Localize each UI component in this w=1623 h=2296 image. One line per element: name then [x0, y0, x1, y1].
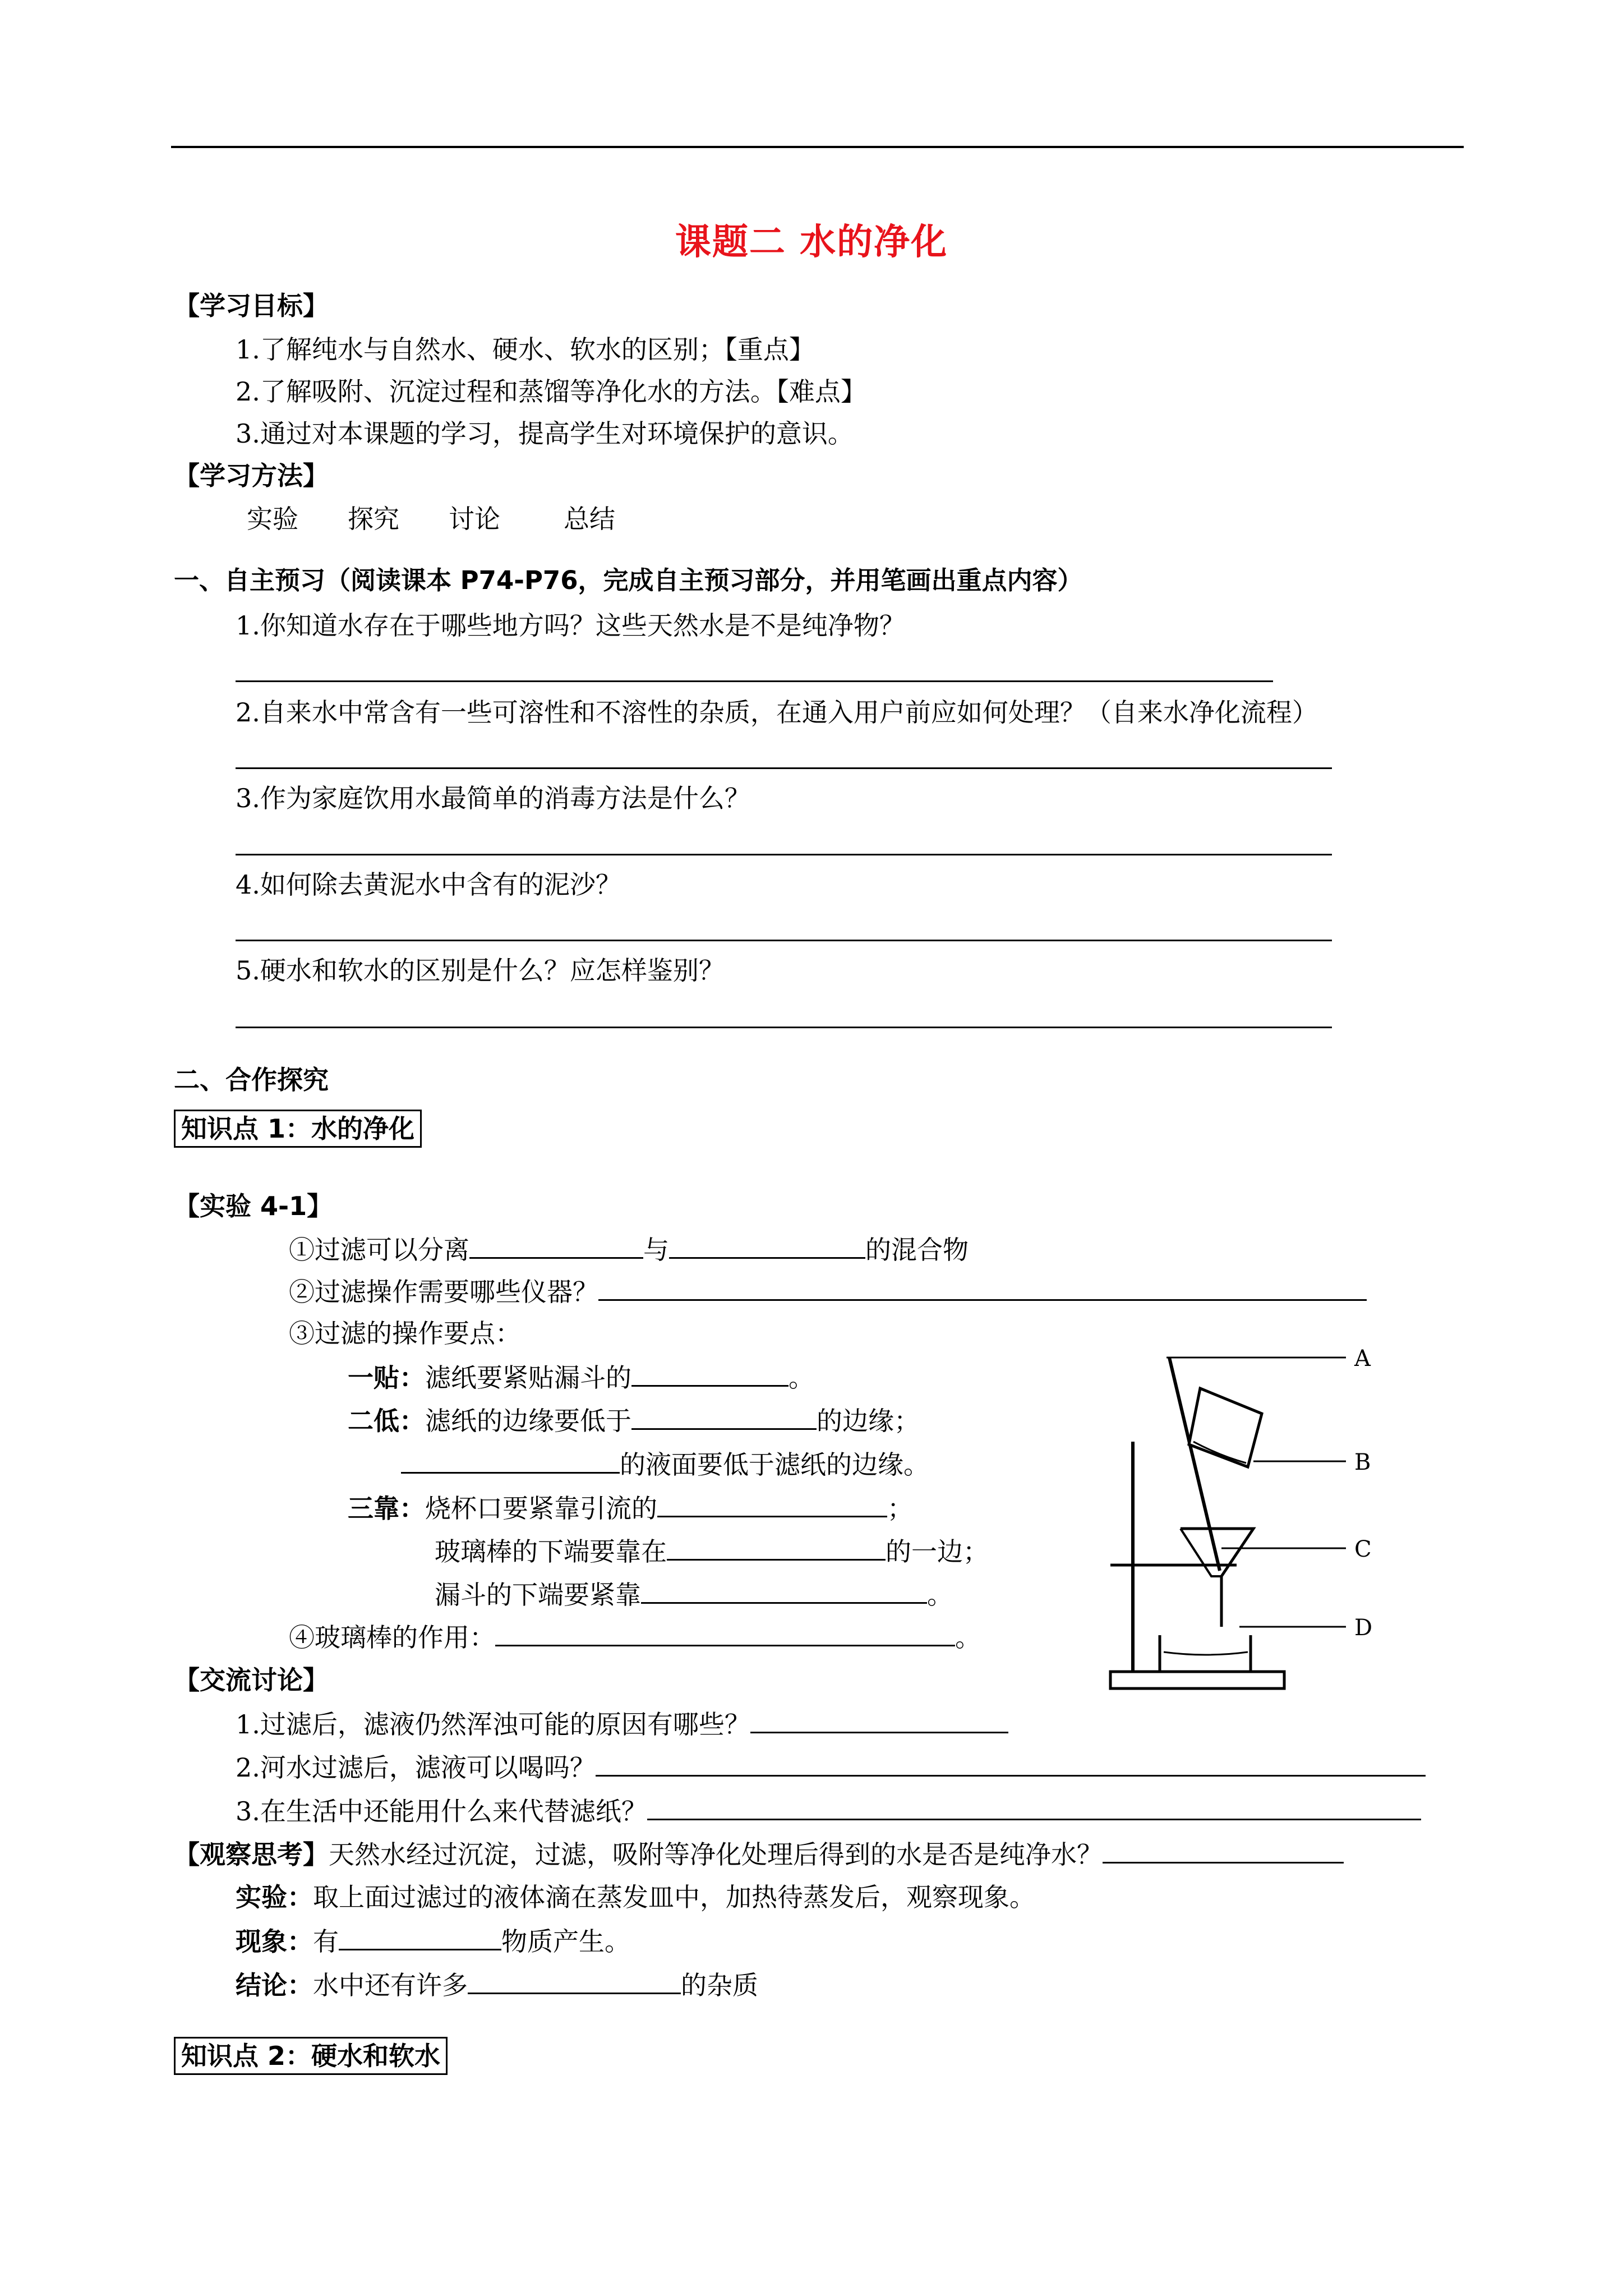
figure-label: C: [1354, 1536, 1372, 1562]
sankao2-tail: 的一边；: [886, 1536, 989, 1567]
figure-label: A: [1354, 1346, 1371, 1372]
filter-q4-tail: 。: [955, 1622, 981, 1653]
discuss-row-3: [236, 1794, 1421, 1828]
phenomenon-text: 有: [313, 1926, 339, 1957]
sankao2-text: 玻璃棒的下端要靠在: [435, 1536, 667, 1567]
sankao1-tail: ；: [887, 1493, 913, 1524]
filtration-apparatus-figure: [1099, 1335, 1413, 1728]
erdi-row: [348, 1404, 920, 1438]
objective-item: 1.了解纯水与自然水、硬水、软水的区别；【重点】: [236, 334, 815, 365]
erdi-label: 二低：: [348, 1406, 425, 1436]
preview-question: 2.自来水中常含有一些可溶性和不溶性的杂质，在通入用户前应如何处理？（自来水净化流程）: [236, 697, 1318, 728]
discuss-heading: 【交流讨论】: [174, 1665, 329, 1695]
blank-field[interactable]: [1103, 1837, 1344, 1864]
method-item: 总结: [564, 504, 615, 534]
page-title: 课题二 水的净化: [675, 222, 948, 263]
conclusion-text: 水中还有许多: [313, 1970, 468, 2000]
sankao-row-2: [435, 1534, 989, 1568]
section2-heading: 二、合作探究: [174, 1065, 329, 1095]
sankao-row-3: [435, 1577, 953, 1612]
discuss-question: 3.在生活中还能用什么来代替滤纸？: [236, 1796, 647, 1826]
sankao3-tail: 。: [927, 1580, 953, 1610]
blank-field[interactable]: [667, 1534, 886, 1561]
answer-line[interactable]: [236, 767, 1332, 769]
blank-field[interactable]: [750, 1707, 1008, 1733]
filter-q4: [289, 1620, 981, 1654]
sankao1-text: 烧杯口要紧靠引流的: [425, 1493, 657, 1524]
observe-heading: 【观察思考】: [174, 1839, 329, 1870]
yitie-tail: 。: [789, 1363, 814, 1393]
blank-field[interactable]: [657, 1491, 887, 1517]
experiment-row: [236, 1880, 1035, 1914]
yitie-label: 一贴：: [348, 1363, 425, 1393]
filter-q1-and: 与: [643, 1235, 669, 1265]
answer-line[interactable]: [236, 680, 1273, 682]
blank-field[interactable]: [596, 1750, 1426, 1777]
answer-line[interactable]: [236, 940, 1332, 941]
answer-line[interactable]: [236, 854, 1332, 855]
preview-question: 1.你知道水存在于哪些地方吗？这些天然水是不是纯净物？: [236, 610, 905, 641]
methods-heading: 【学习方法】: [174, 461, 329, 491]
header-rule: [171, 146, 1464, 148]
phenomenon-tail: 物质产生。: [501, 1926, 630, 1957]
erdi-text: 滤纸的边缘要低于: [425, 1406, 631, 1436]
preview-question: 5.硬水和软水的区别是什么？应怎样鉴别？: [236, 955, 725, 986]
filter-q1: [289, 1232, 969, 1267]
figure-label: B: [1354, 1450, 1371, 1475]
objective-item: 2.了解吸附、沉淀过程和蒸馏等净化水的方法。【难点】: [236, 376, 866, 407]
experiment-heading: 【实验 4-1】: [174, 1191, 333, 1221]
discuss-row-2: [236, 1750, 1426, 1784]
conclusion-row: [236, 1968, 758, 2002]
filter-q1-tail: 的混合物: [865, 1235, 969, 1265]
filter-q2-text: ②过滤操作需要哪些仪器？: [289, 1277, 598, 1307]
erdi-row-2: [401, 1447, 929, 1481]
blank-field[interactable]: [495, 1620, 955, 1646]
sankao-row-1: [348, 1491, 913, 1525]
discuss-row-1: [236, 1707, 1008, 1741]
conclusion-tail: 的杂质: [681, 1970, 758, 2000]
blank-field[interactable]: [401, 1447, 620, 1474]
blank-field[interactable]: [631, 1360, 789, 1387]
observe-question: 天然水经过沉淀，过滤，吸附等净化处理后得到的水是否是纯净水？: [329, 1839, 1103, 1870]
blank-field[interactable]: [469, 1232, 643, 1259]
phenomenon-row: [236, 1924, 630, 1958]
blank-field[interactable]: [631, 1404, 817, 1430]
objective-item: 3.通过对本课题的学习，提高学生对环境保护的意识。: [236, 418, 854, 449]
discuss-question: 2.河水过滤后，滤液可以喝吗？: [236, 1752, 596, 1783]
sankao-label: 三靠：: [348, 1493, 425, 1524]
experiment-label: 实验：: [236, 1882, 313, 1912]
blank-field[interactable]: [669, 1232, 865, 1259]
blank-field[interactable]: [647, 1794, 1421, 1820]
filter-q3: ③过滤的操作要点：: [289, 1318, 521, 1349]
preview-question: 3.作为家庭饮用水最简单的消毒方法是什么？: [236, 783, 750, 813]
knowledge-point-2: 知识点 2：硬水和软水: [174, 2037, 448, 2075]
method-item: 讨论: [449, 504, 500, 534]
method-item: 实验: [247, 504, 298, 534]
blank-field[interactable]: [468, 1968, 681, 1994]
sankao3-text: 漏斗的下端要紧靠: [435, 1580, 641, 1610]
erdi2-tail: 的液面要低于滤纸的边缘。: [620, 1450, 929, 1480]
blank-field[interactable]: [598, 1274, 1367, 1301]
experiment-text: 取上面过滤过的液体滴在蒸发皿中，加热待蒸发后，观察现象。: [313, 1882, 1035, 1912]
section1-heading: 一、自主预习（阅读课本 P74-P76，完成自主预习部分，并用笔画出重点内容）: [174, 565, 1083, 595]
yitie-text: 滤纸要紧贴漏斗的: [425, 1363, 631, 1393]
blank-field[interactable]: [339, 1924, 501, 1950]
blank-field[interactable]: [641, 1577, 927, 1604]
method-item: 探究: [348, 504, 399, 534]
observe-row: [174, 1837, 1344, 1871]
answer-line[interactable]: [236, 1027, 1332, 1028]
filter-q4-text: ④玻璃棒的作用：: [289, 1622, 495, 1653]
figure-label: D: [1354, 1615, 1373, 1641]
objectives-heading: 【学习目标】: [174, 291, 329, 321]
phenomenon-label: 现象：: [236, 1926, 313, 1957]
yitie-row: [348, 1360, 814, 1395]
preview-question: 4.如何除去黄泥水中含有的泥沙？: [236, 869, 621, 900]
filter-q2: [289, 1274, 1367, 1309]
erdi-tail: 的边缘；: [817, 1406, 920, 1436]
discuss-question: 1.过滤后，滤液仍然浑浊可能的原因有哪些？: [236, 1709, 750, 1740]
knowledge-point-1: 知识点 1：水的净化: [174, 1110, 422, 1148]
filter-q1-text: ①过滤可以分离: [289, 1235, 469, 1265]
conclusion-label: 结论：: [236, 1970, 313, 2000]
